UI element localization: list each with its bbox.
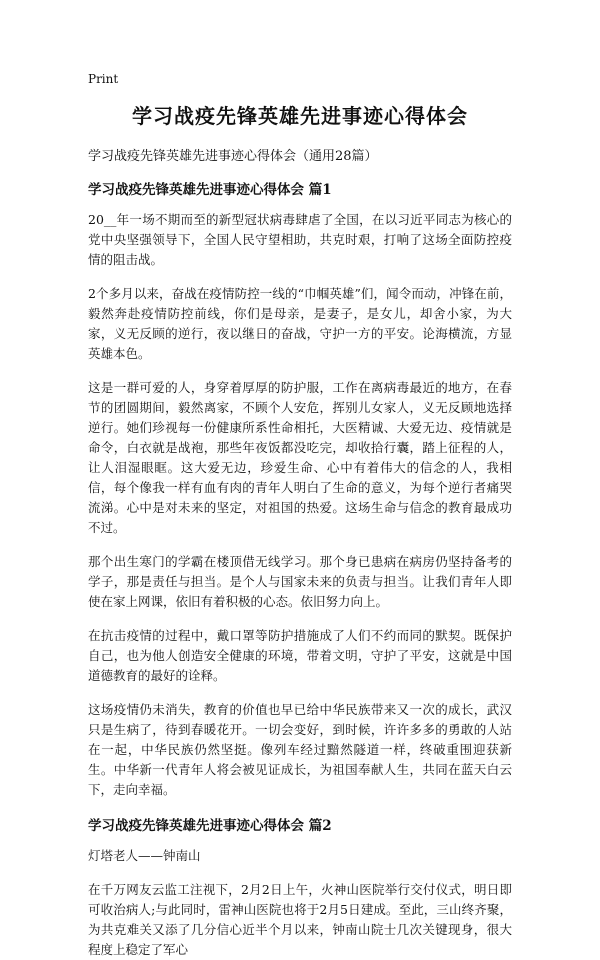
paragraph: 这是一群可爱的人，身穿着厚厚的防护服，工作在离病毒最近的地方，在春节的团圆期间，毅然离家，不顾个人安危，挥别儿女家人，义无反顾地选择逆行。她们珍视每一份健康所系性命相托，大医精诚、大爱无边、疫情就是命令，白衣就是战袍，那些年夜饭都没吃完，却收拾行囊，踏上征程的人，让人泪湿眼眶。这大爱无边，珍爱生命、心中有着伟大的信念的人，我相信，每个像我一样有血有肉的青年人明白了生命的意义，为每个逆行者痛哭流涕。心中是对未来的坚定，对祖国的热爱。这场生命与信念的教育最成功不过。: [88, 380, 512, 535]
document-subtitle: 学习战疫先锋英雄先进事迹心得体会（通用28篇）: [88, 149, 378, 164]
paragraph: 20__年一场不期而至的新型冠状病毒肆虐了全国，在以习近平同志为核心的党中央坚强领导下，全国人民守望相助，共克时艰，打响了这场全面防控疫情的阻击战。: [88, 212, 512, 267]
print-link[interactable]: Print: [88, 72, 119, 86]
paragraph: 灯塔老人——钟南山: [88, 848, 201, 863]
section-heading-1: 学习战疫先锋英雄先进事迹心得体会 篇1: [88, 182, 332, 198]
paragraph: 在抗击疫情的过程中，戴口罩等防护措施成了人们不约而同的默契。既保护自己，也为他人创造安全健康的环境，带着文明，守护了平安，这就是中国道德教育的最好的诠释。: [88, 628, 512, 683]
paragraph: 2个多月以来，奋战在疫情防控一线的“巾帼英雄”们，闻令而动，冲锋在前，毅然奔赴疫情防控前线，你们是母亲，是妻子，是女儿，却舍小家，为大家，义无反顾的逆行，夜以继日的奋战，守护一方的平安。论海横流，方显英雄本色。: [88, 286, 512, 361]
paragraph: 那个出生寒门的学霸在楼顶借无线学习。那个身已患病在病房仍坚持备考的学子，那是责任与担当。是个人与国家未来的负责与担当。让我们青年人即使在家上网课，依旧有着积极的心态。依旧努力向上。: [88, 554, 512, 609]
page-title: 学习战疫先锋英雄先进事迹心得体会: [132, 104, 468, 128]
paragraph: 这场疫情仍未消失，教育的价值也早已给中华民族带来又一次的成长，武汉只是生病了，待到春暖花开。一切会变好，到时候，许许多多的勇敢的人站在一起，中华民族仍然坚挺。像列车经过黯然隧道一样，终破重围迎获新生。中华新一代青年人将会被见证成长，为祖国奉献人生，共同在蓝天白云下，走向幸福。: [88, 702, 512, 797]
section-heading-2: 学习战疫先锋英雄先进事迹心得体会 篇2: [88, 818, 332, 834]
paragraph: 在千万网友云监工注视下，2月2日上午，火神山医院举行交付仪式，明日即可收治病人;与此同时，雷神山医院也将于2月5日建成。至此，三山终齐聚，为共克难关又添了几分信心近半个月以来，钟南山院士几次关键现身，很大程度上稳定了军心: [88, 882, 512, 957]
